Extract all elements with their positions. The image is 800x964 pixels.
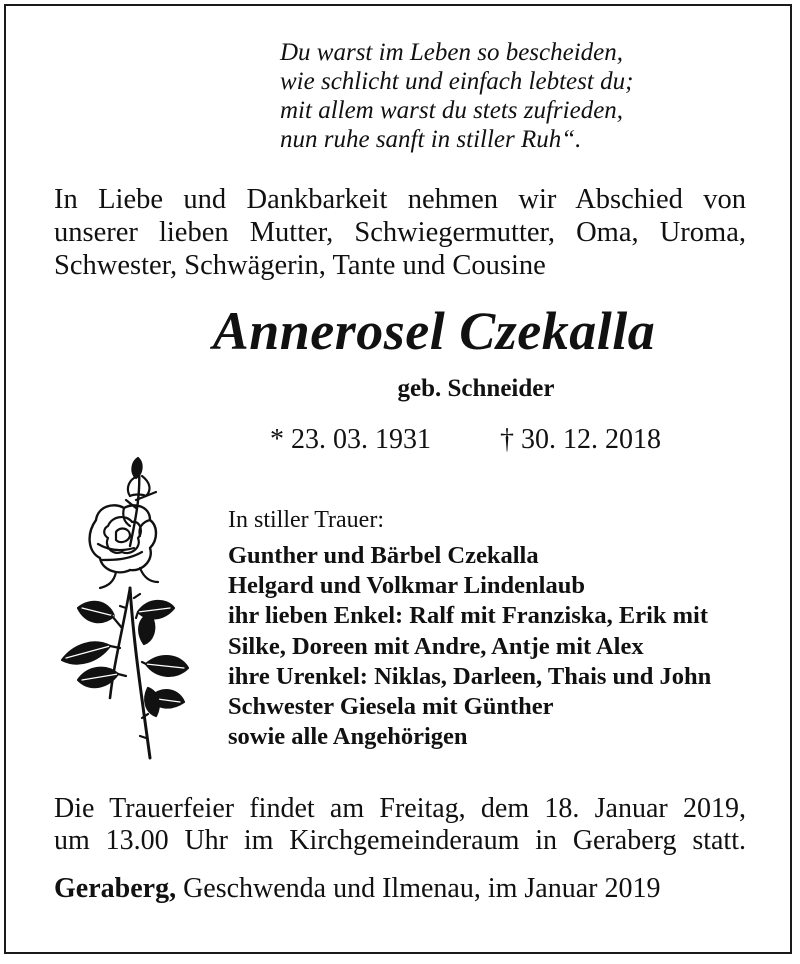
intro-line: In Liebe und Dankbarkeit nehmen wir Abschied von	[54, 184, 746, 215]
intro-line: unserer lieben Mutter, Schwiegermutter, Oma, Uroma,	[54, 217, 746, 248]
death-date: † 30. 12. 2018	[500, 424, 661, 455]
place-bold: Geraberg,	[54, 873, 177, 904]
mourner-line: Gunther und Bärbel Czekalla	[228, 542, 539, 569]
place-rest: Geschwenda und Ilmenau, im Januar 2019	[176, 873, 661, 904]
intro-line: Schwester, Schwägerin, Tante und Cousine	[54, 250, 546, 281]
poem	[280, 38, 633, 154]
birth-date: * 23. 03. 1931	[270, 424, 431, 455]
mourner-line: ihr lieben Enkel: Ralf mit Franziska, Erik mit	[228, 602, 709, 630]
deceased-name: Annerosel Czekalla	[212, 301, 656, 361]
poem-line: mit allem warst du stets zufrieden,	[280, 97, 624, 124]
mourner-line: ihre Urenkel: Niklas, Darleen, Thais und John	[228, 662, 712, 690]
funeral-service-info	[54, 793, 746, 857]
mourner-line: sowie alle Angehörigen	[228, 723, 468, 751]
poem-line: wie schlicht und einfach lebtest du;	[280, 68, 634, 95]
mourners-list	[228, 541, 711, 752]
mourner-line: Schwester Giesela mit Günther	[228, 693, 554, 721]
poem-line: Du warst im Leben so bescheiden,	[280, 39, 624, 66]
place-and-date	[54, 873, 660, 905]
mourners-heading: In stiller Trauer:	[228, 507, 384, 533]
service-line: um 13.00 Uhr im Kirchgemeinderaum in Geraberg statt.	[54, 825, 746, 856]
rose-icon	[38, 448, 208, 764]
intro-text	[54, 183, 746, 282]
service-line: Die Trauerfeier findet am Freitag, dem 18. Januar 2019,	[54, 793, 746, 824]
mourner-line: Helgard und Volkmar Lindenlaub	[228, 572, 585, 600]
mourner-line: Silke, Doreen mit Andre, Antje mit Alex	[228, 632, 644, 660]
poem-line: nun ruhe sanft in stiller Ruh“.	[280, 126, 582, 153]
maiden-name: geb. Schneider	[397, 375, 555, 402]
